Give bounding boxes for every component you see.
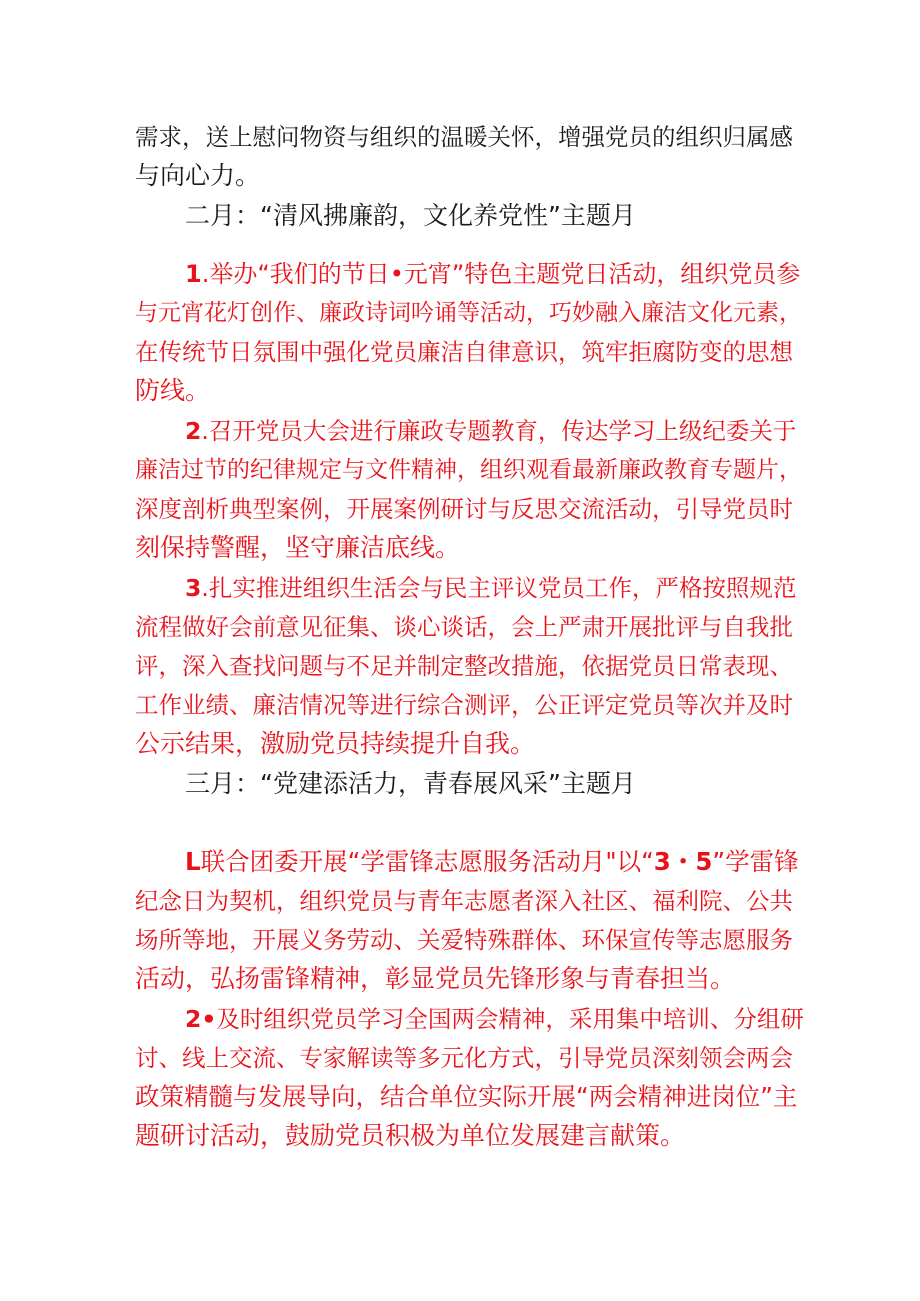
mar-item-1-line-2: 纪念日为契机，组织党员与青年志愿者深入社区、福利院、公共 <box>135 887 793 915</box>
mar-item-1-number: L <box>185 847 201 876</box>
feb-item-1-line-3: 在传统节日氛围中强化党员廉洁自律意识，筑牢拒腐防变的思想 <box>135 338 793 366</box>
feb-item-2-line-3: 深度剖析典型案例，开展案例研讨与反思交流活动，引导党员时 <box>135 495 793 523</box>
mar-item-1-line-3: 场所等地，开展义务劳动、关爱特殊群体、环保宣传等志愿服务 <box>135 926 793 954</box>
feb-item-3-line-1: 3.扎实推进组织生活会与民主评议党员工作，严格按照规范 <box>185 574 797 602</box>
mar-item-2-number: 2• <box>185 1005 217 1033</box>
feb-item-1-line-4: 防线。 <box>135 376 211 405</box>
mar-item-1-line-4: 活动，弘扬雷锋精神，彰显党员先锋形象与青春担当。 <box>135 964 736 993</box>
mar-item-1-date: 3・5 <box>653 847 713 876</box>
feb-item-3-line-3: 评，深入查找问题与不足并制定整改措施，依据党员日常表现、 <box>135 652 793 680</box>
mar-item-2-line-3: 政策精髓与发展导向，结合单位实际开展“两会精神进岗位”主 <box>135 1082 798 1111</box>
mar-item-1-line-1: L联合团委开展“学雷锋志愿服务活动月"以“3・5”学雷锋 <box>185 847 799 876</box>
feb-item-1-line-2: 与元宵花灯创作、廉政诗词吟诵等活动，巧妙融入廉洁文化元素， <box>135 300 802 326</box>
feb-item-3-number: 3 <box>185 574 202 602</box>
mar-heading: 三月：“党建添活力，青春展风采”主题月 <box>185 769 636 798</box>
feb-item-3-line-5: 公示结果，激励党员持续提升自我。 <box>135 729 536 758</box>
feb-item-2-line-2: 廉洁过节的纪律规定与文件精神，组织观看最新廉政教育专题片， <box>135 457 802 483</box>
feb-item-3-line-2: 流程做好会前意见征集、谈心谈话，会上严肃开展批评与自我批 <box>135 613 793 641</box>
feb-item-2-line-1: 2.召开党员大会进行廉政专题教育，传达学习上级纪委关于 <box>185 417 797 445</box>
intro-line-1: 需求，送上慰问物资与组织的温暖关怀，增强党员的组织归属感 <box>135 123 793 151</box>
feb-item-2-number: 2 <box>185 417 202 445</box>
feb-item-3-line-4: 工作业绩、廉洁情况等进行综合测评，公正评定党员等次并及时 <box>135 691 793 719</box>
feb-item-1-number: 1 <box>185 260 202 288</box>
mar-item-2-line-2: 讨、线上交流、专家解读等多元化方式，引导党员深刻领会两会 <box>135 1044 793 1072</box>
mar-item-2-line-1: 2•及时组织党员学习全国两会精神，采用集中培训、分组研 <box>185 1005 804 1033</box>
feb-item-2-line-4: 刻保持警醒，坚守廉洁底线。 <box>135 533 461 562</box>
mar-item-2-line-4: 题研讨活动，鼓励党员积极为单位发展建言献策。 <box>135 1121 686 1150</box>
feb-heading: 二月：“清风拂廉韵，文化养党性”主题月 <box>185 201 636 230</box>
feb-item-1-line-1: 1.举办“我们的节日•元宵”特色主题党日活动，组织党员参 <box>185 260 801 288</box>
intro-line-2: 与向心力。 <box>135 161 261 190</box>
